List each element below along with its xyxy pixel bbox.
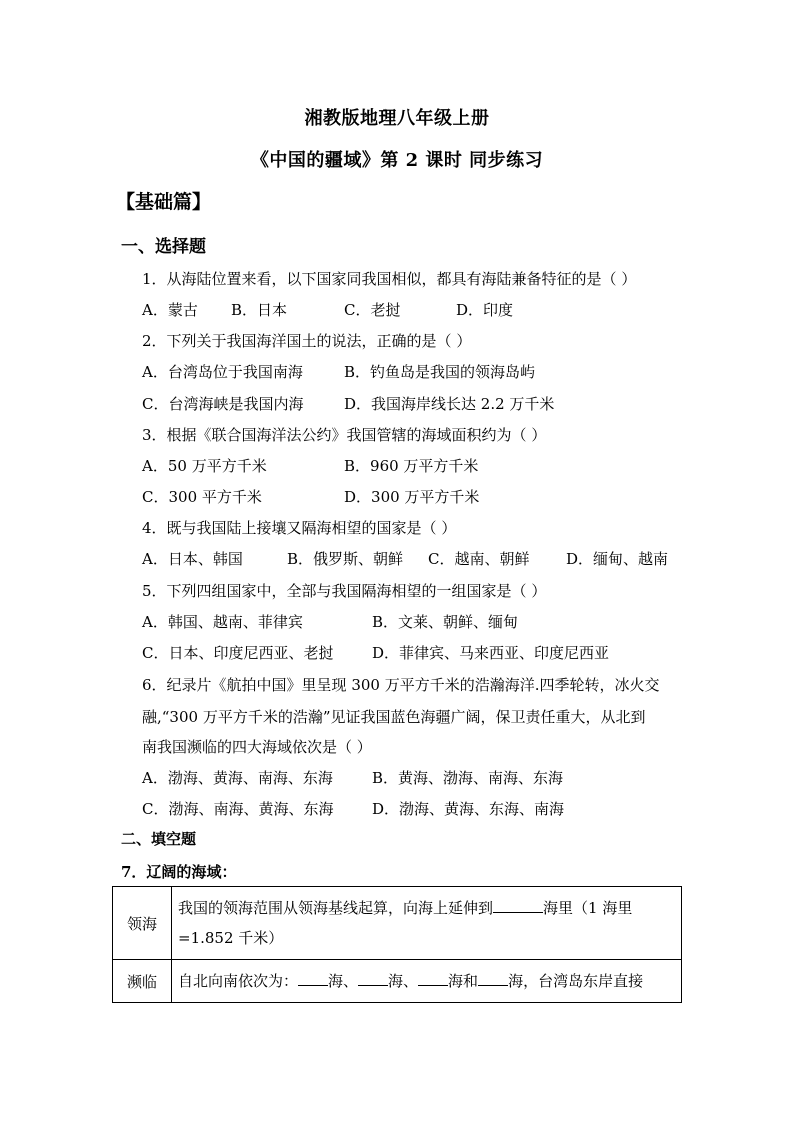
question-2-stem: 2．下列关于我国海洋国土的说法，正确的是（ ） bbox=[142, 332, 472, 350]
answer-blank[interactable] bbox=[478, 969, 508, 986]
question-3-option-a: A．50 万平方千米 bbox=[142, 457, 267, 475]
question-3-option-b: B．960 万平方千米 bbox=[344, 457, 479, 475]
answer-blank[interactable] bbox=[418, 969, 448, 986]
question-4-option-a: A．日本、韩国 bbox=[142, 550, 243, 568]
question-6-stem-line-2: 融,“300 万平方千米的浩瀚”见证我国蓝色海疆广阔，保卫责任重大，从北到 bbox=[142, 708, 646, 726]
answer-blank[interactable] bbox=[298, 969, 328, 986]
question-5-option-b: B．文莱、朝鲜、缅甸 bbox=[372, 613, 519, 631]
adjacent-seas-text-end: 海，台湾岛东岸直接 bbox=[508, 972, 644, 990]
question-2-option-b: B．钓鱼岛是我国的领海岛屿 bbox=[344, 363, 536, 381]
row-content-territorial-sea bbox=[172, 887, 682, 960]
question-1-option-c: C．老挝 bbox=[344, 301, 401, 319]
question-6-option-a: A．渤海、黄海、南海、东海 bbox=[142, 769, 333, 787]
question-2-option-a: A．台湾岛位于我国南海 bbox=[142, 363, 303, 381]
territorial-sea-text-before: 我国的领海范围从领海基线起算，向海上延伸到 bbox=[178, 899, 494, 917]
question-6-option-b: B．黄海、渤海、南海、东海 bbox=[372, 769, 564, 787]
question-6-option-c: C．渤海、南海、黄海、东海 bbox=[142, 800, 334, 818]
question-3-stem: 3．根据《联合国海洋法公约》我国管辖的海域面积约为（ ） bbox=[142, 426, 547, 444]
adjacent-seas-sea-2: 海、 bbox=[388, 972, 419, 990]
question-6-stem-line-1: 6．纪录片《航拍中国》里呈现 300 万平方千米的浩瀚海洋.四季轮转，冰火交 bbox=[142, 676, 660, 694]
question-6-stem-line-3: 南我国濒临的四大海域依次是（ ） bbox=[142, 738, 372, 756]
table-row-territorial-sea bbox=[113, 887, 682, 960]
question-1-option-a: A．蒙古 bbox=[142, 301, 198, 319]
question-3-option-c: C．300 平方千米 bbox=[142, 488, 262, 506]
territorial-sea-text-after: 海里（1 海里=1.852 千米） bbox=[178, 899, 633, 947]
question-4-option-b: B．俄罗斯、朝鲜 bbox=[287, 550, 404, 568]
section-heading-choice: 一、选择题 bbox=[121, 237, 206, 257]
question-5-option-d: D．菲律宾、马来西亚、印度尼西亚 bbox=[372, 644, 610, 662]
adjacent-seas-sea-1: 海、 bbox=[328, 972, 359, 990]
question-5-option-a: A．韩国、越南、菲律宾 bbox=[142, 613, 303, 631]
adjacent-seas-sea-and: 海和 bbox=[448, 972, 479, 990]
level-heading: 【基础篇】 bbox=[116, 191, 212, 213]
question-4-option-c: C．越南、朝鲜 bbox=[428, 550, 530, 568]
table-row-adjacent-seas bbox=[113, 960, 682, 1003]
row-label-adjacent-seas: 濒临 bbox=[113, 960, 172, 1003]
question-4-stem: 4．既与我国陆上接壤又隔海相望的国家是（ ） bbox=[142, 519, 457, 537]
question-3-option-d: D．300 万平方千米 bbox=[344, 488, 480, 506]
question-4-option-d: D．缅甸、越南 bbox=[566, 550, 669, 568]
document-subtitle: 《中国的疆域》第 2 课时 同步练习 bbox=[250, 150, 544, 171]
question-2-option-d: D．我国海岸线长达 2.2 万千米 bbox=[344, 395, 555, 413]
document-title: 湘教版地理八年级上册 bbox=[304, 108, 490, 129]
question-7-title: 7．辽阔的海域： bbox=[121, 863, 237, 881]
question-1-option-b: B．日本 bbox=[231, 301, 288, 319]
answer-blank[interactable] bbox=[493, 896, 543, 913]
adjacent-seas-text-start: 自北向南依次为： bbox=[178, 972, 299, 990]
row-label-territorial-sea: 领海 bbox=[113, 887, 172, 960]
section-heading-fill-blank: 二、填空题 bbox=[121, 830, 197, 848]
question-5-stem: 5．下列四组国家中，全部与我国隔海相望的一组国家是（ ） bbox=[142, 582, 547, 600]
answer-blank[interactable] bbox=[358, 969, 388, 986]
question-1-option-d: D．印度 bbox=[456, 301, 514, 319]
question-2-option-c: C．台湾海峡是我国内海 bbox=[142, 395, 304, 413]
question-5-option-c: C．日本、印度尼西亚、老挝 bbox=[142, 644, 334, 662]
fill-blank-table bbox=[112, 886, 682, 1003]
question-6-option-d: D．渤海、黄海、东海、南海 bbox=[372, 800, 565, 818]
question-1-stem: 1．从海陆位置来看，以下国家同我国相似，都具有海陆兼备特征的是（ ） bbox=[142, 270, 637, 288]
row-content-adjacent-seas bbox=[172, 960, 682, 1003]
